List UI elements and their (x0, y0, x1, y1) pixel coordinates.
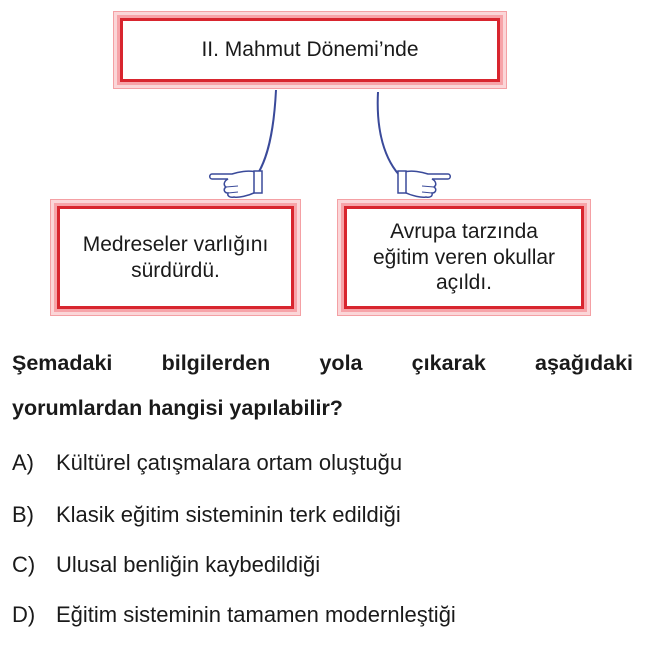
left-box (57, 206, 294, 309)
option-a[interactable] (12, 450, 402, 476)
option-d-letter: D) (12, 602, 36, 627)
left-connector-line (255, 90, 276, 178)
option-b[interactable] (12, 502, 401, 528)
right-box-line-3: açıldı. (435, 271, 493, 295)
left-box-line-2: sürdürdü. (131, 258, 220, 282)
option-d[interactable] (12, 602, 456, 628)
top-box-text: II. Mahmut Dönemi’nde (201, 38, 419, 62)
option-b-text: Klasik eğitim sisteminin terk edildiği (56, 502, 401, 527)
right-connector-line (378, 92, 402, 178)
question-line-2: yorumlardan hangisi yapılabilir? (12, 396, 343, 420)
question-text (12, 341, 633, 431)
option-b-letter: B) (12, 502, 34, 527)
left-pointing-hand-icon (210, 171, 262, 197)
option-a-letter: A) (12, 450, 34, 475)
option-c-letter: C) (12, 552, 36, 577)
right-box-line-2: eğitim veren okullar (372, 245, 556, 269)
question-line-1: Şemadaki bilgilerden yola çıkarak aşağıdaki (12, 351, 633, 375)
right-pointing-hand-icon (398, 171, 450, 197)
option-c[interactable] (12, 552, 320, 578)
right-box (344, 206, 584, 309)
right-box-line-1: Avrupa tarzında (390, 220, 538, 244)
option-a-text: Kültürel çatışmalara ortam oluştuğu (56, 450, 403, 475)
option-d-text: Eğitim sisteminin tamamen modernleştiği (56, 602, 456, 627)
top-box (120, 18, 500, 82)
option-c-text: Ulusal benliğin kaybedildiği (56, 552, 321, 577)
left-box-line-1: Medreseler varlığını (82, 232, 269, 256)
